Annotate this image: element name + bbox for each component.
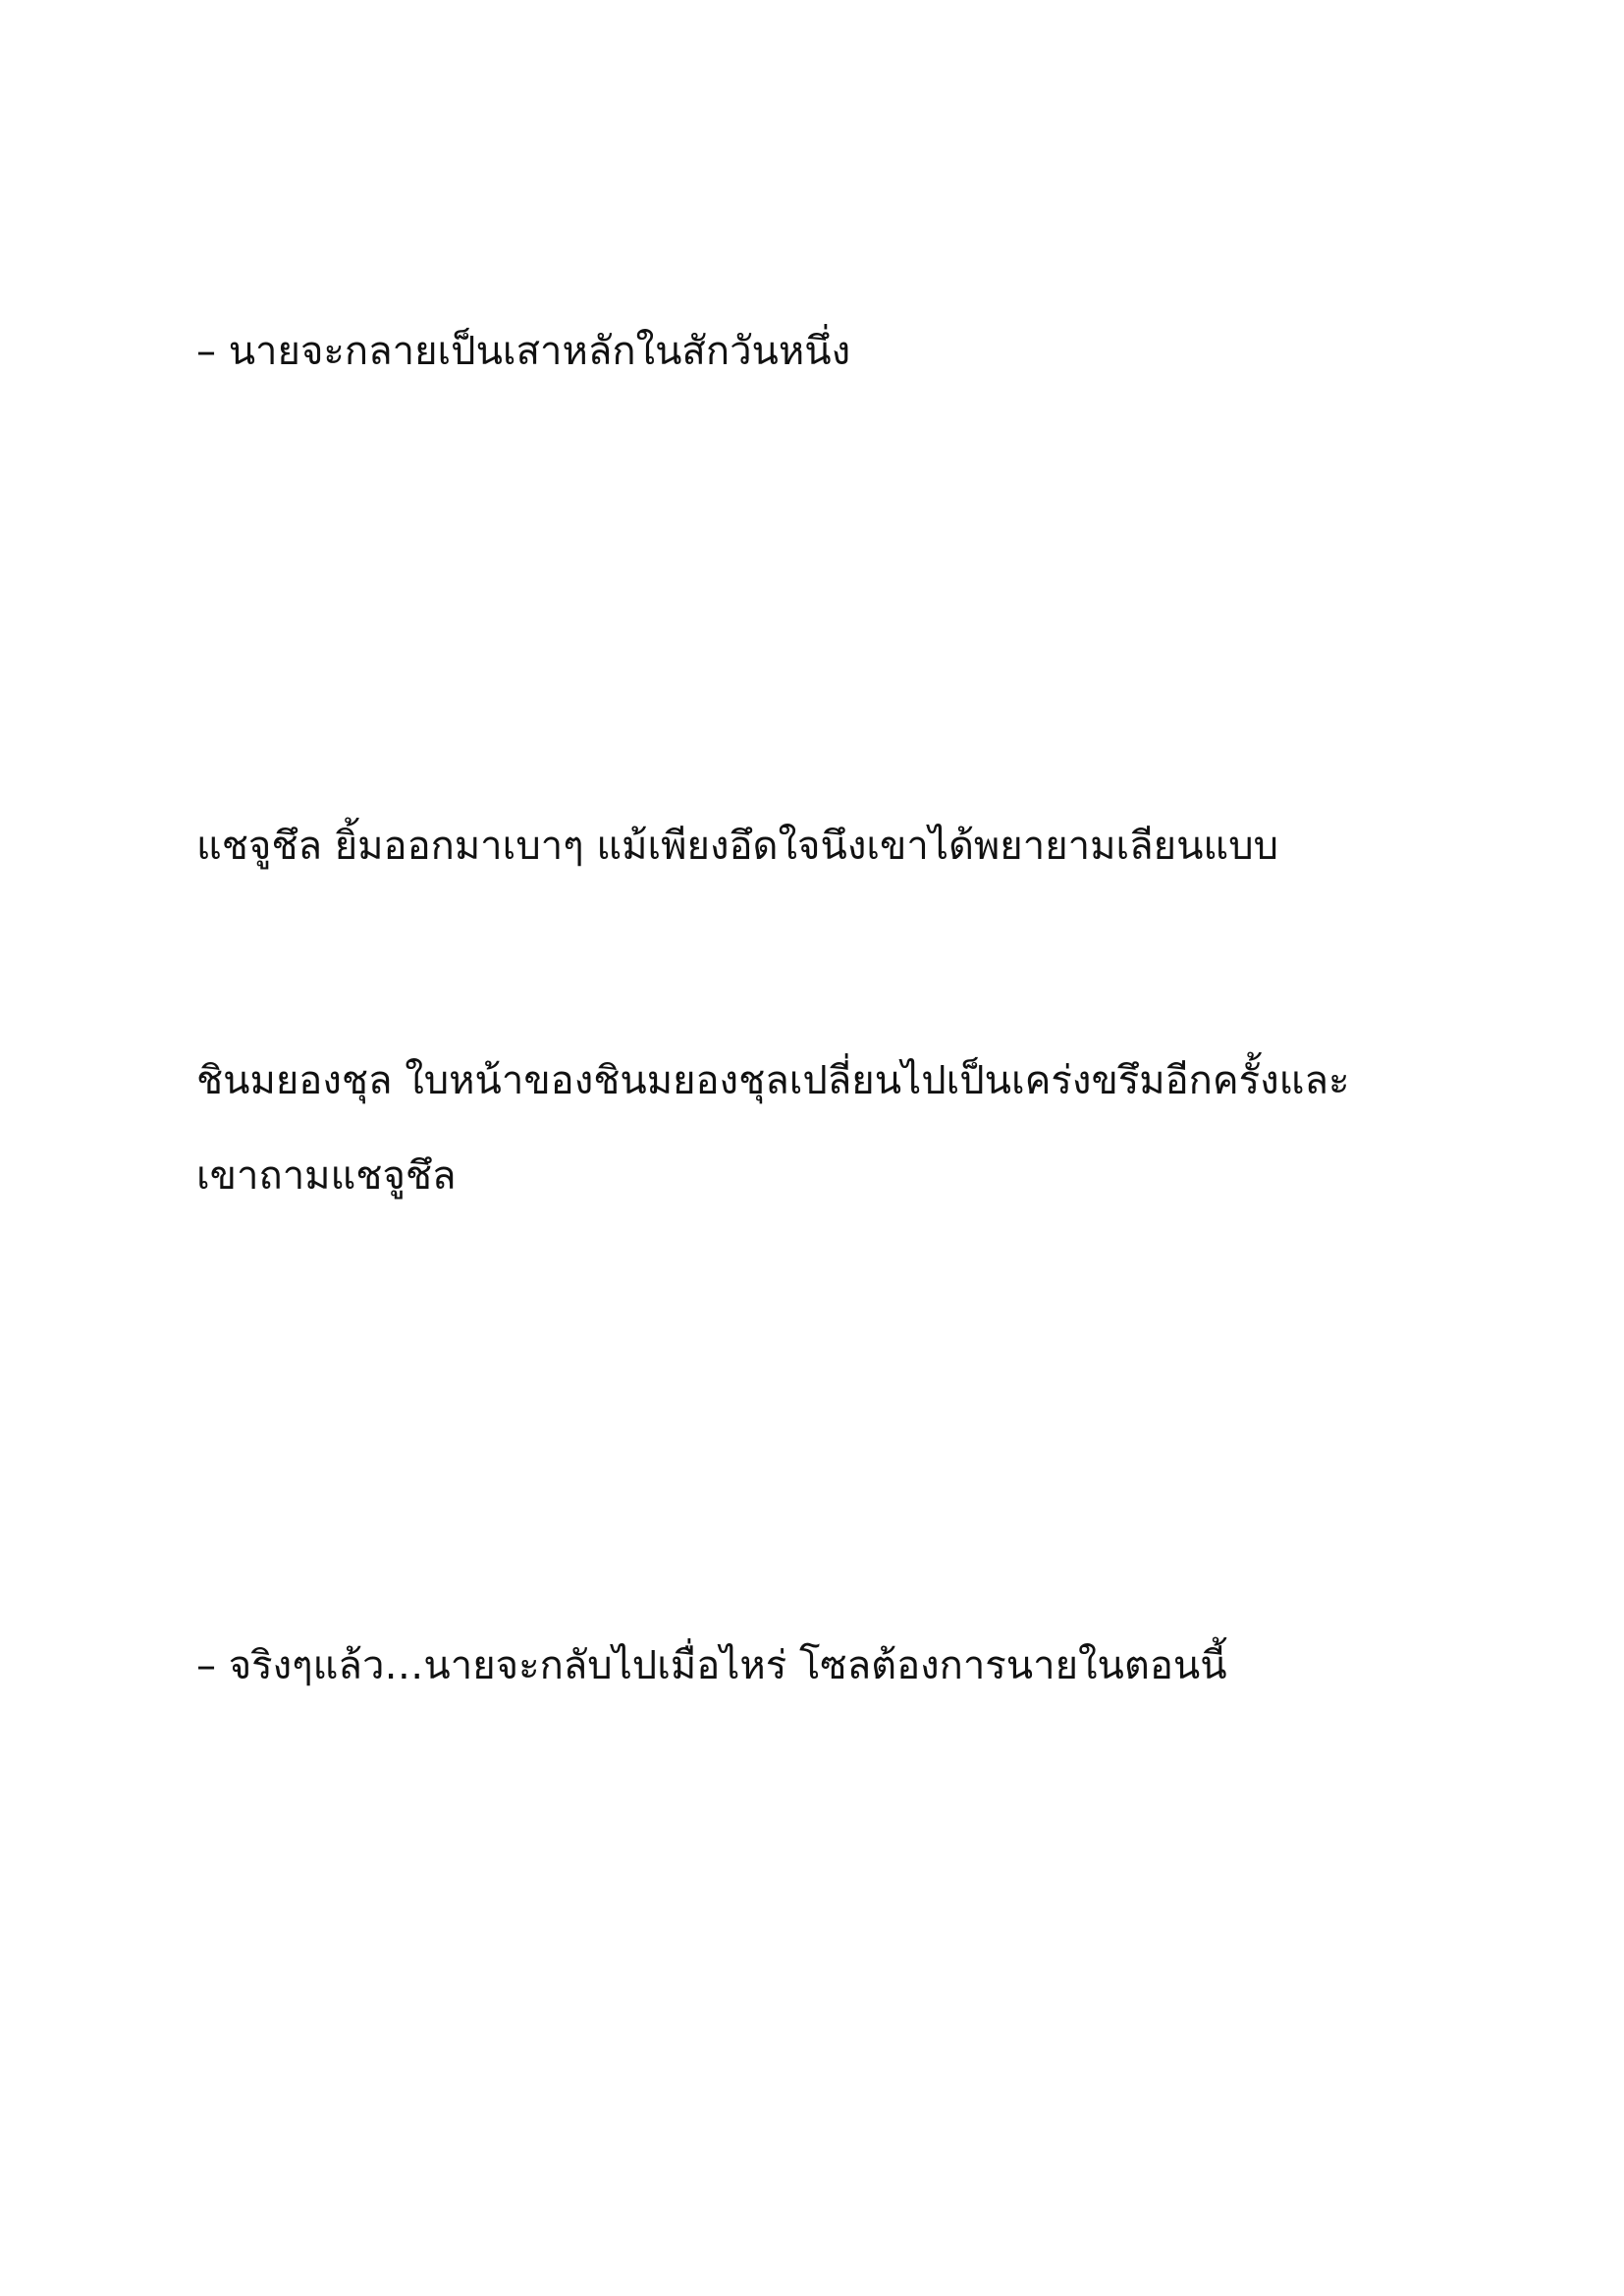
narration-line: แชจูชึล ยิ้มออกมาเบาๆ แม้เพียงอึดใจนึงเขาได้พยายามเลียนแบบ: [196, 824, 1278, 869]
dialogue-line: – จริงๆแล้ว…นายจะกลับไปเมื่อไหร่ โซลต้องการนายในตอนนี้: [196, 1643, 1227, 1688]
narration-line: ชินมยองชุล ใบหน้าของชินมยองชุลเปลี่ยนไปเป็นเคร่งขรึมอีกครั้งและ: [196, 1058, 1350, 1103]
dialogue-line: – นายจะกลายเป็นเสาหลักในสักวันหนึ่ง: [196, 329, 851, 374]
narration-line: เขาถามแชจูชึล: [196, 1153, 457, 1199]
